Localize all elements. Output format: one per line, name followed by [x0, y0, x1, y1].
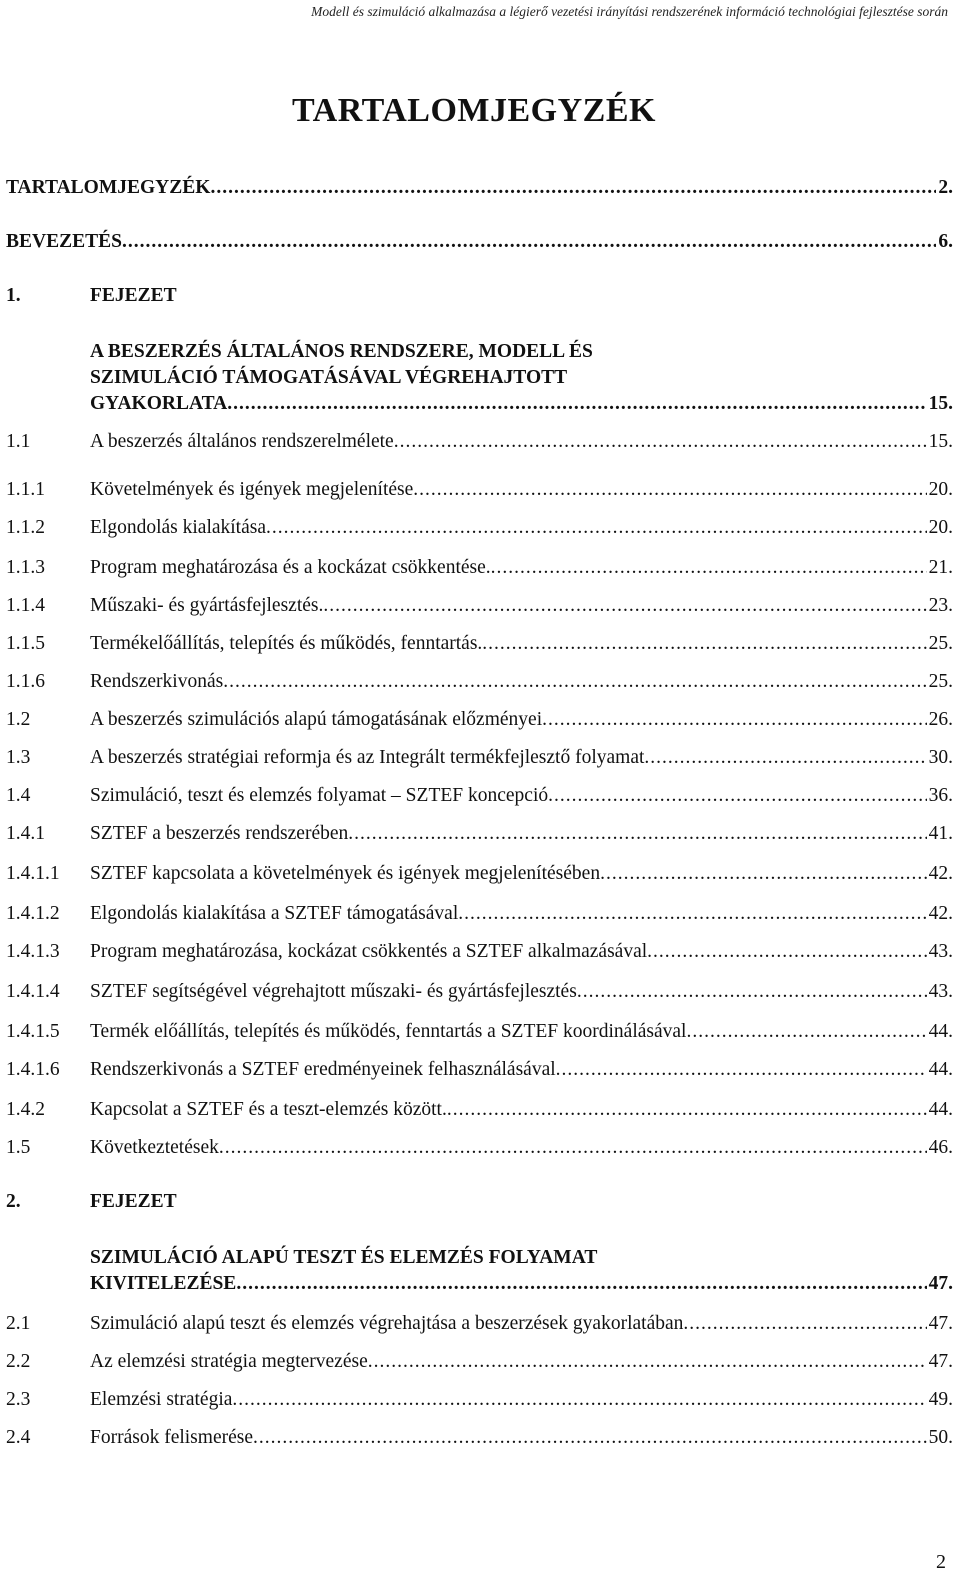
toc-entry-text: GYAKORLATA — [90, 393, 228, 414]
toc-entry-number: 1.2 — [6, 709, 31, 730]
toc-entry-page: 42. — [928, 903, 953, 924]
toc-leader-dots — [556, 1058, 927, 1082]
toc-leader-dots — [232, 1388, 926, 1412]
toc-entry-text: BEVEZETÉS — [6, 231, 122, 252]
toc-leader-dots — [647, 940, 926, 964]
toc-entry-text: A beszerzés stratégiai reformja és az Integrált termékfejlesztő folyamat — [90, 747, 645, 768]
toc-entry-text: Szimuláció alapú teszt és elemzés végrehajtása a beszerzések gyakorlatában — [90, 1313, 684, 1334]
toc-entry-number: 1.4.1.3 — [6, 941, 60, 962]
toc-leader-dots — [458, 902, 926, 926]
toc-entry-page: 6. — [938, 231, 953, 252]
toc-leader-dots — [227, 392, 926, 416]
toc-entry-text: Szimuláció, teszt és elemzés folyamat – SZTEF koncepció — [90, 785, 549, 806]
toc-entry-text: A beszerzés általános rendszerelmélete — [90, 431, 394, 452]
toc-entry-text: Program meghatározása és a kockázat csökkentése. — [90, 557, 491, 578]
toc-entry-page: 42. — [928, 863, 953, 884]
toc-entry-number: 2.3 — [6, 1389, 31, 1410]
toc-entry-page: 43. — [928, 941, 953, 962]
toc-entry-number: 1.1.4 — [6, 595, 45, 616]
toc-entry-page: 50. — [928, 1427, 953, 1448]
toc-entry-page: 46. — [928, 1137, 953, 1158]
toc-entry-text: Program meghatározása, kockázat csökkentés a SZTEF alkalmazásával — [90, 941, 648, 962]
toc-entry-page: 23. — [928, 595, 953, 616]
toc-entry-number: 1.4.1.6 — [6, 1059, 60, 1080]
toc-entry-text: SZTEF a beszerzés rendszerében — [90, 823, 349, 844]
toc-entry-number: 1.4.2 — [6, 1099, 45, 1120]
toc-entry-number: 1.4.1.2 — [6, 903, 60, 924]
toc-entry-text: A beszerzés szimulációs alapú támogatásának előzményei — [90, 709, 543, 730]
toc-entry-page: 47. — [928, 1273, 953, 1294]
toc-entry-text-line: A BESZERZÉS ÁLTALÁNOS RENDSZERE, MODELL ÉS — [90, 341, 593, 362]
toc-entry-page: 25. — [928, 671, 953, 692]
toc-leader-dots — [236, 1272, 926, 1296]
toc-entry-text: Követelmények és igények megjelenítése — [90, 479, 414, 500]
toc-entry-page: 43. — [928, 981, 953, 1002]
toc-leader-dots — [548, 784, 927, 808]
toc-leader-dots — [644, 746, 926, 770]
toc-entry-number: 2.2 — [6, 1351, 31, 1372]
toc-entry-text: Elemzési stratégia — [90, 1389, 233, 1410]
toc-leader-dots — [394, 430, 927, 454]
toc-entry-number: 1.4.1.5 — [6, 1021, 60, 1042]
toc-leader-dots — [122, 230, 936, 254]
toc-entry-text: Az elemzési stratégia megtervezése — [90, 1351, 368, 1372]
toc-entry-number: 1.4.1 — [6, 823, 45, 844]
toc-leader-dots — [491, 556, 927, 580]
toc-leader-dots — [686, 1020, 926, 1044]
toc-entry-page: 15. — [928, 431, 953, 452]
running-header: Modell és szimuláció alkalmazása a légierő vezetési irányítási rendszerének információ technológiai fejlesztése során — [311, 4, 948, 19]
toc-leader-dots — [348, 822, 926, 846]
toc-entry-page: 20. — [928, 479, 953, 500]
toc-entry-page: 44. — [928, 1021, 953, 1042]
toc-entry-number: 1.1.5 — [6, 633, 45, 654]
toc-entry-text: KIVITELEZÉSE — [90, 1273, 237, 1294]
toc-entry-page: 30. — [928, 747, 953, 768]
toc-entry-number: 1.4.1.1 — [6, 863, 60, 884]
toc-leader-dots — [223, 670, 926, 694]
toc-entry-number: 1.4 — [6, 785, 31, 806]
toc-entry-page: 44. — [928, 1059, 953, 1080]
toc-entry-text: Elgondolás kialakítása — [90, 517, 266, 538]
toc-entry-number: 1.1 — [6, 431, 31, 452]
toc-entry-text: FEJEZET — [90, 285, 177, 306]
toc-leader-dots — [210, 176, 936, 200]
toc-entry-page: 44. — [928, 1099, 953, 1120]
toc-entry-text: Rendszerkivonás — [90, 671, 224, 692]
toc-entry-number: 2. — [6, 1191, 21, 1212]
toc-entry-page: 47. — [928, 1351, 953, 1372]
page-number: 2 — [936, 1551, 946, 1573]
toc-entry-text: FEJEZET — [90, 1191, 177, 1212]
toc-entry-text: Elgondolás kialakítása a SZTEF támogatásával — [90, 903, 459, 924]
toc-entry-number: 1.5 — [6, 1137, 31, 1158]
toc-entry-text: SZTEF segítségével végrehajtott műszaki- és gyártásfejlesztés — [90, 981, 577, 1002]
toc-entry-number: 1.1.3 — [6, 557, 45, 578]
toc-leader-dots — [219, 1136, 927, 1160]
toc-entry-text-line: SZIMULÁCIÓ ALAPÚ TESZT ÉS ELEMZÉS FOLYAMAT — [90, 1247, 598, 1268]
toc-entry-text: Következtetések — [90, 1137, 219, 1158]
toc-entry-number: 1.1.1 — [6, 479, 45, 500]
toc-entry-text: Források felismerése — [90, 1427, 253, 1448]
toc-entry-page: 49. — [928, 1389, 953, 1410]
toc-entry-text: Termékelőállítás, telepítés és működés, fenntartás. — [90, 633, 483, 654]
toc-leader-dots — [266, 516, 927, 540]
toc-entry-text: TARTALOMJEGYZÉK — [6, 177, 211, 198]
toc-entry-page: 41. — [928, 823, 953, 844]
toc-entry-page: 2. — [938, 177, 953, 198]
toc-entry-text: Kapcsolat a SZTEF és a teszt-elemzés között. — [90, 1099, 447, 1120]
toc-leader-dots — [577, 980, 927, 1004]
toc-entry-number: 2.4 — [6, 1427, 31, 1448]
toc-entry-text-line: SZIMULÁCIÓ TÁMOGATÁSÁVAL VÉGREHAJTOTT — [90, 367, 568, 388]
toc-entry-text: Rendszerkivonás a SZTEF eredményeinek felhasználásával — [90, 1059, 556, 1080]
toc-entry-number: 2.1 — [6, 1313, 31, 1334]
page-title: TARTALOMJEGYZÉK — [292, 92, 656, 129]
toc-leader-dots — [683, 1312, 926, 1336]
toc-leader-dots — [542, 708, 927, 732]
toc-entry-page: 20. — [928, 517, 953, 538]
toc-entry-page: 47. — [928, 1313, 953, 1334]
toc-leader-dots — [600, 862, 927, 886]
toc-entry-text: SZTEF kapcsolata a követelmények és igények megjelenítésében — [90, 863, 601, 884]
toc-entry-number: 1. — [6, 285, 21, 306]
toc-leader-dots — [368, 1350, 927, 1374]
toc-entry-page: 25. — [928, 633, 953, 654]
toc-entry-number: 1.4.1.4 — [6, 981, 60, 1002]
toc-entry-text: Termék előállítás, telepítés és működés, fenntartás a SZTEF koordinálásával — [90, 1021, 687, 1042]
toc-leader-dots — [447, 1098, 927, 1122]
toc-entry-number: 1.3 — [6, 747, 31, 768]
toc-entry-number: 1.1.2 — [6, 517, 45, 538]
toc-entry-page: 36. — [928, 785, 953, 806]
toc-leader-dots — [323, 594, 926, 618]
toc-entry-page: 15. — [928, 393, 953, 414]
toc-leader-dots — [413, 478, 926, 502]
toc-entry-text: Műszaki- és gyártásfejlesztés. — [90, 595, 324, 616]
toc-leader-dots — [482, 632, 926, 656]
toc-leader-dots — [253, 1426, 927, 1450]
toc-entry-page: 26. — [928, 709, 953, 730]
toc-entry-page: 21. — [928, 557, 953, 578]
toc-entry-number: 1.1.6 — [6, 671, 45, 692]
